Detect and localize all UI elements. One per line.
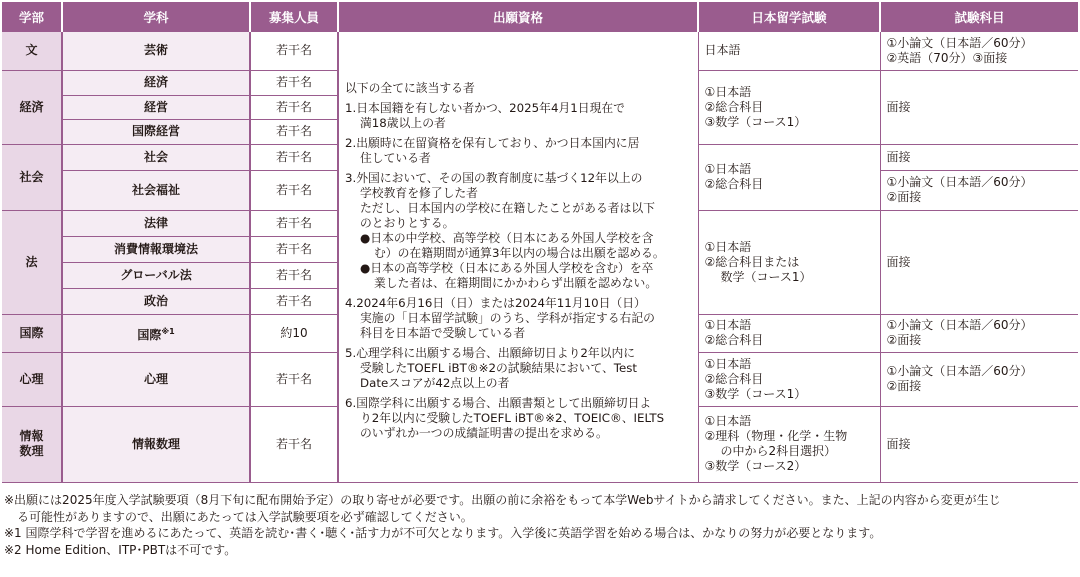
capacity-cell: 若干名 [250, 170, 338, 210]
faculty-cell: 法 [2, 210, 62, 314]
eju-cell [698, 406, 880, 482]
eligibility-intro: 以下の全てに該当する者 [345, 80, 475, 95]
subject-line: ②英語（70分）③面接 [886, 50, 1008, 65]
capacity-cell: 若干名 [250, 210, 338, 236]
faculty-line: 数理 [19, 444, 44, 458]
subject-line: ①小論文（日本語／60分） [886, 364, 1033, 378]
subjects-cell [880, 32, 1078, 70]
major-cell: グローバル法 [62, 262, 250, 288]
eju-cell [698, 210, 880, 314]
eju-cell [698, 352, 880, 406]
major-cell: 経営 [62, 95, 250, 119]
subjects-cell [880, 314, 1078, 352]
capacity-cell: 若干名 [250, 288, 338, 314]
table-row [2, 32, 1078, 70]
eju-cell: 日本語 [698, 32, 880, 70]
faculty-cell: 社会 [2, 144, 62, 210]
major-cell: 国際経営 [62, 119, 250, 144]
faculty-cell [2, 406, 62, 482]
eligibility-line: 3.外国において、その国の教育制度に基づく12年以上の [345, 170, 643, 185]
eligibility-line: のとおりとする。 [360, 215, 455, 230]
major-cell: 心理 [62, 352, 250, 406]
eligibility-line: ●日本の高等学校（日本にある外国人学校を含む）を卒 [360, 260, 654, 275]
capacity-cell: 若干名 [250, 70, 338, 95]
subjects-cell: 面接 [880, 144, 1078, 170]
header-eligibility: 出願資格 [338, 2, 698, 32]
capacity-cell: 若干名 [250, 236, 338, 262]
eju-line: ③数学（コース2） [704, 459, 807, 473]
major-cell: 社会 [62, 144, 250, 170]
eju-cell [698, 70, 880, 144]
capacity-cell: 若干名 [250, 352, 338, 406]
subjects-cell [880, 352, 1078, 406]
subjects-cell [880, 170, 1078, 210]
eju-line: ②総合科目 [704, 333, 764, 347]
eju-line: 数学（コース1） [720, 269, 812, 284]
footnote-line: ※出願には2025年度入学試験要項（8月下旬に配布開始予定）の取り寄せが必要です。出願の前に余裕をもって本学Webサイトから請求してください。また、上記の内容から変更が生じ [4, 493, 1001, 507]
footnote-line: ※1 国際学科で学習を進めるにあたって、英語を読む･書く･聴く･話す力が不可欠となります。入学後に英語学習を始める場合は、かなりの努力が必要となります。 [4, 526, 882, 540]
eju-line: ①日本語 [704, 162, 752, 176]
eju-line: ②総合科目 [704, 371, 764, 386]
eligibility-line: 学校教育を修了した者 [360, 185, 478, 200]
eligibility-line: 住している者 [360, 150, 431, 165]
faculty-line: 情報 [19, 429, 44, 443]
footnote-line: ※2 Home Edition、ITP･PBTは不可です。 [4, 542, 237, 557]
eligibility-line: Dateスコアが42点以上の者 [360, 375, 510, 390]
eligibility-line: 科目を日本語で受験している者 [360, 325, 526, 340]
major-cell: 政治 [62, 288, 250, 314]
faculty-cell: 経済 [2, 70, 62, 144]
eju-line: ①日本語 [704, 84, 752, 99]
eligibility-line: 受験したTOEFL iBT®※2の試験結果において、Test [360, 360, 637, 375]
eju-line: ①日本語 [704, 414, 752, 428]
subject-line: ①小論文（日本語／60分） [886, 175, 1033, 189]
subjects-cell: 面接 [880, 406, 1078, 482]
footnotes [4, 492, 1076, 558]
capacity-cell: 若干名 [250, 119, 338, 144]
capacity-cell: 若干名 [250, 406, 338, 482]
eju-line: ①日本語 [704, 239, 752, 254]
subjects-cell: 面接 [880, 210, 1078, 314]
major-cell: 芸術 [62, 32, 250, 70]
faculty-cell: 国際 [2, 314, 62, 352]
faculty-cell: 心理 [2, 352, 62, 406]
capacity-cell: 若干名 [250, 262, 338, 288]
eligibility-line: む）の在籍期間が通算3年以内の場合は出願を認める。 [374, 245, 665, 260]
header-capacity: 募集人員 [250, 2, 338, 32]
eju-line: ②総合科目 [704, 99, 764, 114]
footnote-marker: ※1 [161, 326, 175, 336]
subjects-cell: 面接 [880, 70, 1078, 144]
eju-line: ②総合科目または [704, 254, 800, 269]
faculty-cell: 文 [2, 32, 62, 70]
eligibility-cell [338, 32, 698, 482]
eju-cell [698, 144, 880, 210]
subject-line: ②面接 [886, 379, 922, 393]
major-cell: 法律 [62, 210, 250, 236]
eju-line: ①日本語 [704, 356, 752, 371]
eligibility-line: 実施の「日本留学試験」のうち、学科が指定する右記の [360, 310, 655, 325]
eju-line: ②理科（物理・化学・生物 [704, 429, 848, 443]
major-cell: 情報数理 [62, 406, 250, 482]
eligibility-line: 2.出願時に在留資格を保有しており、かつ日本国内に居 [345, 135, 640, 150]
eju-line: ③数学（コース1） [704, 114, 807, 129]
eligibility-line: 1.日本国籍を有しない者かつ、2025年4月1日現在で [345, 100, 625, 115]
header-eju: 日本留学試験 [698, 2, 880, 32]
admission-table [2, 2, 1078, 483]
major-cell [62, 314, 250, 352]
table-header-row [2, 2, 1078, 32]
eligibility-line: 6.国際学科に出願する場合、出願書類として出願締切日よ [345, 395, 652, 410]
eju-line: ①日本語 [704, 318, 752, 332]
capacity-cell: 若干名 [250, 32, 338, 70]
eligibility-line: 5.心理学科に出願する場合、出願締切日より2年以内に [345, 345, 636, 360]
major-cell: 経済 [62, 70, 250, 95]
header-faculty: 学部 [2, 2, 62, 32]
eligibility-line: り2年以内に受験したTOEFL iBT®※2、TOEIC®、IELTS [360, 410, 665, 425]
major-cell: 社会福祉 [62, 170, 250, 210]
eligibility-line: 満18歳以上の者 [360, 115, 446, 130]
major-label: 国際 [137, 327, 162, 342]
major-cell: 消費情報環境法 [62, 236, 250, 262]
eju-line: ②総合科目 [704, 177, 764, 191]
eligibility-line: ただし、日本国内の学校に在籍したことがある者は以下 [360, 200, 655, 215]
eligibility-line: 4.2024年6月16日（日）または2024年11月10日（日） [345, 295, 646, 310]
footnote-line: る可能性がありますので、出願にあたっては入学試験要項を必ず確認してください。 [17, 509, 473, 524]
subject-line: ①小論文（日本語／60分） [886, 35, 1033, 50]
eju-cell [698, 314, 880, 352]
capacity-cell: 約10 [250, 314, 338, 352]
eligibility-line: ●日本の中学校、高等学校（日本にある外国人学校を含 [360, 230, 654, 245]
capacity-cell: 若干名 [250, 144, 338, 170]
header-major: 学科 [62, 2, 250, 32]
subject-line: ②面接 [886, 333, 922, 347]
header-subjects: 試験科目 [880, 2, 1078, 32]
capacity-cell: 若干名 [250, 95, 338, 119]
eju-line: ③数学（コース1） [704, 386, 807, 401]
eligibility-line: のいずれか一つの成績証明書の提出を求める。 [360, 425, 608, 440]
subject-line: ②面接 [886, 190, 922, 204]
eligibility-line: 業した者は、在籍期間にかかわらず出願を認めない。 [374, 275, 658, 290]
eju-line: の中から2科目選択） [720, 444, 837, 458]
subject-line: ①小論文（日本語／60分） [886, 318, 1033, 332]
